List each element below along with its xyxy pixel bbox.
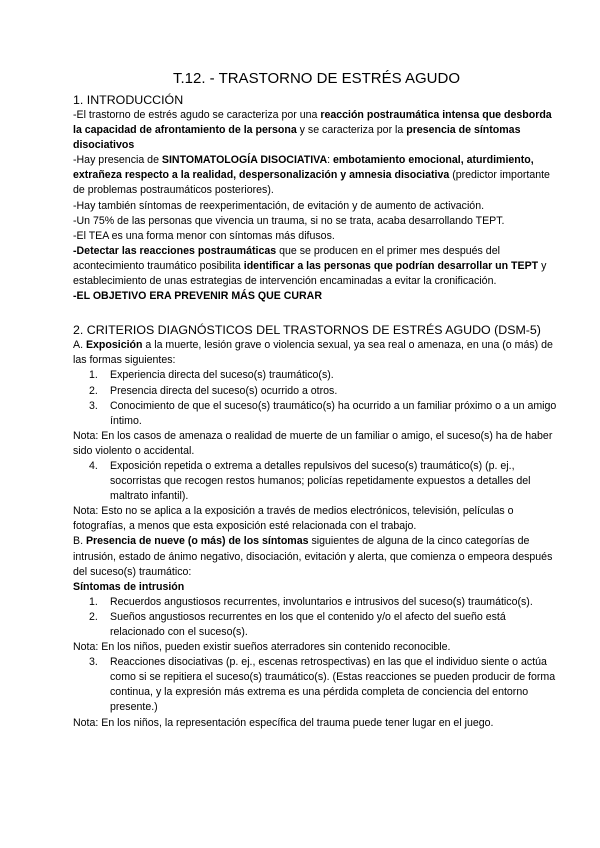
- list-item: 4. Exposición repetida o extrema a detalles repulsivos del suceso(s) traumático(s) (p. ej., socorristas que recogen restos humanos; policías repetidamente expuestos a detalles del maltrato infantil).: [89, 459, 531, 503]
- intrusion-heading: Síntomas de intrusión: [73, 580, 185, 593]
- intro-objective: -EL OBJETIVO ERA PREVENIR MÁS QUE CURAR: [73, 290, 322, 303]
- criterion-b: B. Presencia de nueve (o más) de los síntomas siguientes de alguna de la cinco categorías de intrusión, estado de ánimo negativo, disociación, evitación y alerta, que comienza o empeora después del suceso(s) traumático:: [73, 535, 553, 578]
- note-3: Nota: En los niños, pueden existir sueños aterradores sin contenido reconocible.: [73, 641, 451, 654]
- page-title: T.12. - TRASTORNO DE ESTRÉS AGUDO: [172, 70, 460, 87]
- list-item: 3. Reacciones disociativas (p. ej., escenas retrospectivas) en las que el individuo siente o actúa como si se repitiera el suceso(s) traumático(s). (Estas reacciones se pueden producir de forma continua, y la expresión más extrema es una pérdida completa de conciencia del entorno presente.): [89, 656, 556, 714]
- note-1: Nota: En los casos de amenaza o realidad de muerte de un familiar o amigo, el suceso(s) ha de haber sido violento o accidental.: [73, 429, 553, 457]
- list-item: 1. Recuerdos angustiosos recurrentes, involuntarios e intrusivos del suceso(s) traumático(s).: [89, 595, 533, 608]
- note-4: Nota: En los niños, la representación específica del trauma puede tener lugar en el juego.: [73, 716, 494, 729]
- criterion-a-list-cont: [73, 459, 560, 504]
- criterion-a-list: [73, 368, 560, 428]
- intrusion-list: [73, 595, 560, 640]
- intro-paragraph-4: -Un 75% de las personas que vivencia un trauma, si no se trata, acaba desarrollando TEPT.: [73, 214, 505, 227]
- list-item: 1. Experiencia directa del suceso(s) traumático(s).: [89, 369, 334, 382]
- intro-paragraph-3: -Hay también síntomas de reexperimentación, de evitación y de aumento de activación.: [73, 199, 485, 212]
- section-heading-introduccion: 1. INTRODUCCIÓN: [73, 93, 184, 107]
- list-item: 2. Sueños angustiosos recurrentes en los que el contenido y/o el afecto del sueño está relacionado con el suceso(s).: [89, 610, 506, 638]
- section-heading-criterios: 2. CRITERIOS DIAGNÓSTICOS DEL TRASTORNOS DE ESTRÉS AGUDO (DSM-5): [73, 323, 541, 338]
- list-item: 3. Conocimiento de que el suceso(s) traumático(s) ha ocurrido a un familiar próximo o a un amigo íntimo.: [89, 399, 557, 427]
- intro-paragraph-1: -El trastorno de estrés agudo se caracteriza por una reacción postraumática intensa que desborda la capacidad de afrontamiento de la persona y se caracteriza por la presencia de síntomas disociativos: [73, 109, 552, 152]
- list-item: 2. Presencia directa del suceso(s) ocurrido a otros.: [89, 384, 338, 397]
- note-2: Nota: Esto no se aplica a la exposición a través de medios electrónicos, televisión, películas o fotografías, a menos que esta exposición esté relacionada con el trabajo.: [73, 505, 514, 533]
- intro-paragraph-6: -Detectar las reacciones postraumáticas que se producen en el primer mes después del acontecimiento traumático posibilita identificar a las personas que podrían desarrollar un TEPT y establecimiento de unas estrategias de intervención encaminadas a evitar la cronificación.: [73, 244, 547, 288]
- intrusion-list-cont: [73, 655, 560, 715]
- intro-paragraph-5: -El TEA es una forma menor con síntomas más difusos.: [73, 229, 335, 242]
- intro-paragraph-2: -Hay presencia de SINTOMATOLOGÍA DISOCIATIVA: embotamiento emocional, aturdimiento, extrañeza respecto a la realidad, despersonalización y amnesia disociativa (predictor importante de problemas postraumáticos posteriores).: [73, 154, 550, 197]
- criterion-a: A. Exposición a la muerte, lesión grave o violencia sexual, ya sea real o amenaza, en una (o más) de las formas siguientes:: [73, 339, 553, 367]
